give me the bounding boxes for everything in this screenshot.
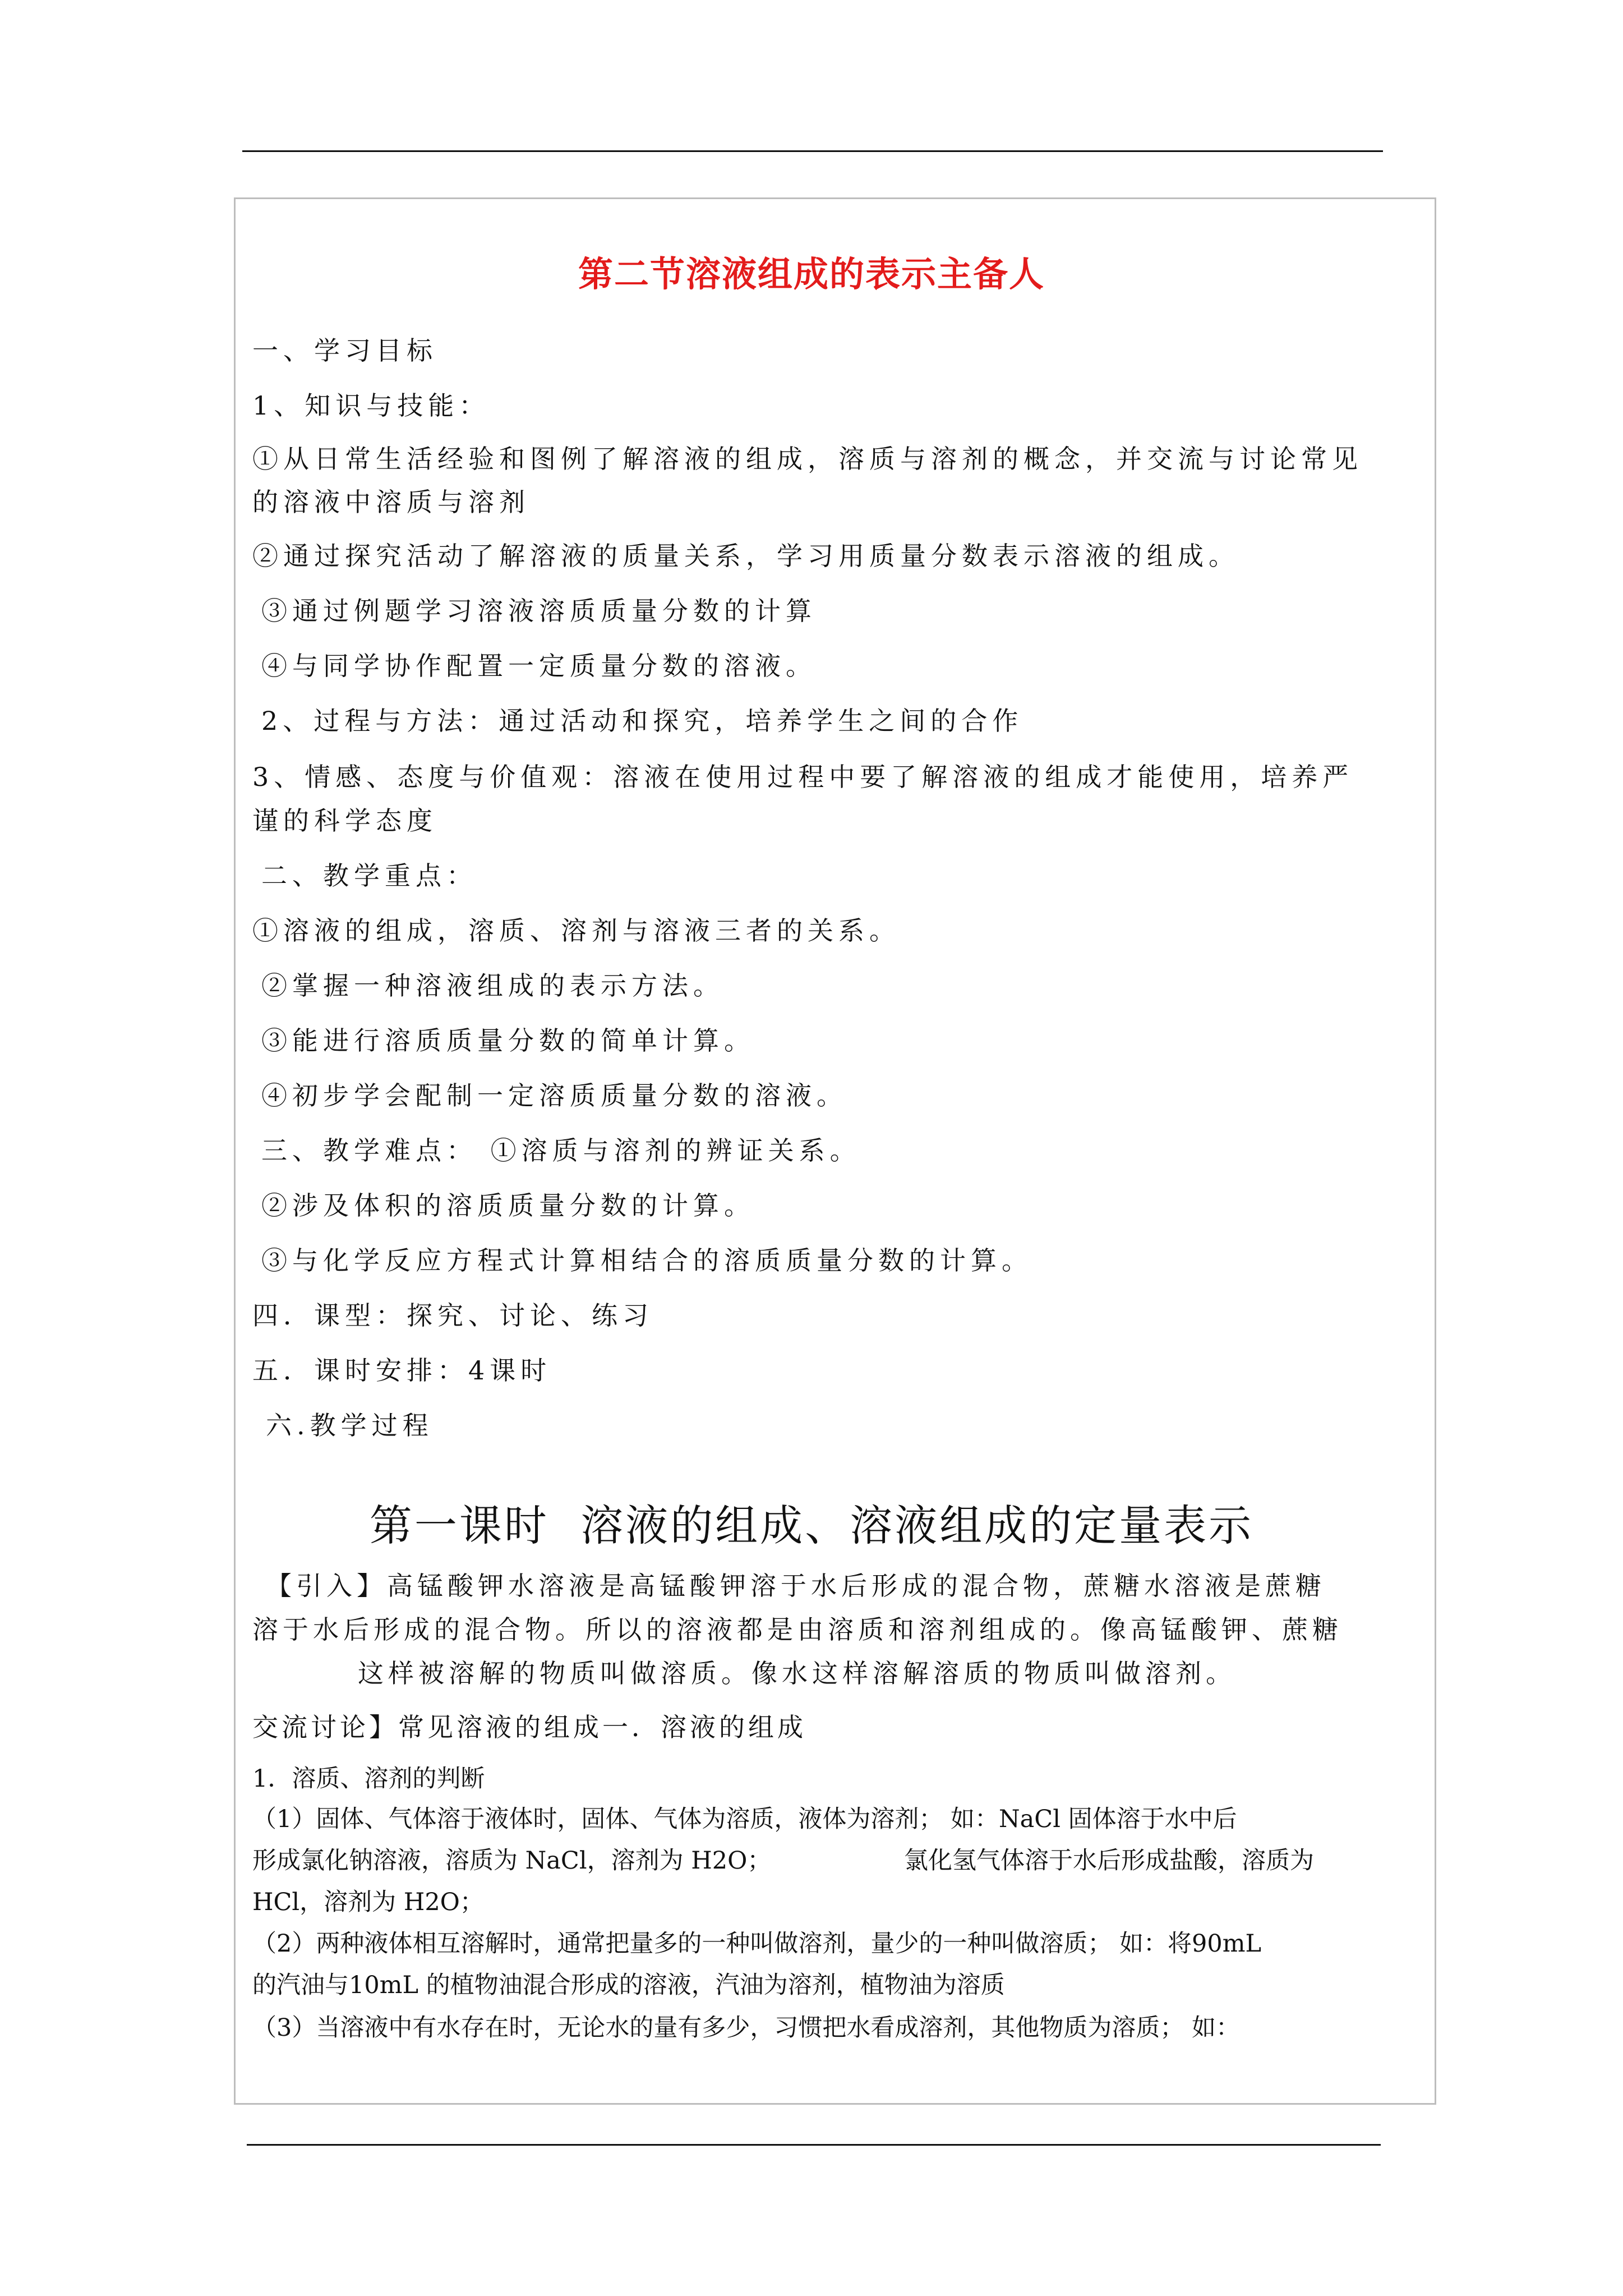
subsection-knowledge-skills: 1、知识与技能： (252, 390, 490, 421)
intro-line-1: 【引入】高锰酸钾水溶液是高锰酸钾溶于水后形成的混合物，蔗糖水溶液是蔗糖 (266, 1571, 1326, 1601)
body-line-3-right: 氯化氢气体溶于水后形成盐酸，溶质为 (904, 1847, 1314, 1875)
objective-item-3: ③通过例题学习溶液溶质质量分数的计算 (261, 596, 817, 626)
footer-rule (247, 2144, 1381, 2146)
section-heading-process: 六.教学过程 (266, 1410, 434, 1441)
section-heading-schedule: 五．课时安排：4课时 (252, 1355, 552, 1386)
lesson-title: 第一课时 溶液的组成、溶液组成的定量表示 (369, 1501, 1254, 1550)
key-point-2: ②掌握一种溶液组成的表示方法。 (261, 970, 724, 1001)
intro-line-3: 这样被溶解的物质叫做溶质。像水这样溶解溶质的物质叫做溶剂。 (358, 1658, 1236, 1688)
objective-item-1-cont: 的溶液中溶质与溶剂 (252, 487, 530, 517)
document-title: 第二节溶液组成的表示主备人 (578, 254, 1045, 295)
section-heading-difficulties: 三、教学难点： ①溶质与溶剂的辨证关系。 (261, 1135, 861, 1166)
section-heading-lesson-type: 四．课型：探究、讨论、练习 (252, 1300, 653, 1331)
intro-line-2: 溶于水后形成的混合物。所以的溶液都是由溶质和溶剂组成的。像高锰酸钾、蔗糖 (252, 1614, 1343, 1645)
body-line-1: 1．溶质、溶剂的判断 (252, 1765, 485, 1793)
key-point-3: ③能进行溶质质量分数的简单计算。 (261, 1025, 755, 1056)
body-line-3: 形成氯化钠溶液，溶质为 NaCl，溶剂为 H2O； (252, 1847, 772, 1875)
objective-item-1: ①从日常生活经验和图例了解溶液的组成，溶质与溶剂的概念，并交流与讨论常见 (252, 444, 1363, 474)
body-line-5: （2）两种液体相互溶解时，通常把量多的一种叫做溶剂，量少的一种叫做溶质； 如：将90mL (252, 1930, 1262, 1958)
body-line-2: （1）固体、气体溶于液体时，固体、气体为溶质，液体为溶剂； 如：NaCl 固体溶于水中后 (252, 1805, 1237, 1833)
objective-item-2: ②通过探究活动了解溶液的质量关系，学习用质量分数表示溶液的组成。 (252, 541, 1239, 571)
subsection-attitude-values-cont: 谨的科学态度 (252, 806, 437, 836)
header-rule (242, 150, 1383, 152)
section-heading-objectives: 一、学习目标 (252, 335, 437, 366)
subsection-attitude-values: 3、情感、态度与价值观：溶液在使用过程中要了解溶液的组成才能使用，培养严 (252, 762, 1354, 792)
difficulty-2: ②涉及体积的溶质质量分数的计算。 (261, 1190, 755, 1221)
difficulty-3: ③与化学反应方程式计算相结合的溶质质量分数的计算。 (261, 1245, 1032, 1276)
body-line-7: （3）当溶液中有水存在时，无论水的量有多少，习惯把水看成溶剂，其他物质为溶质； 如： (252, 2014, 1241, 2042)
subsection-process-method: 2、过程与方法：通过活动和探究，培养学生之间的合作 (261, 706, 1023, 736)
key-point-1: ①溶液的组成，溶质、溶剂与溶液三者的关系。 (252, 915, 900, 946)
body-line-4: HCl，溶剂为 H2O； (252, 1888, 484, 1916)
body-line-6: 的汽油与10mL 的植物油混合形成的溶液，汽油为溶剂，植物油为溶质 (252, 1971, 1005, 1999)
discussion-heading: 交流讨论】常见溶液的组成一．溶液的组成 (252, 1712, 806, 1742)
objective-item-4: ④与同学协作配置一定质量分数的溶液。 (261, 651, 817, 681)
key-point-4: ④初步学会配制一定溶质质量分数的溶液。 (261, 1080, 847, 1111)
section-heading-key-points: 二、教学重点： (261, 861, 477, 891)
